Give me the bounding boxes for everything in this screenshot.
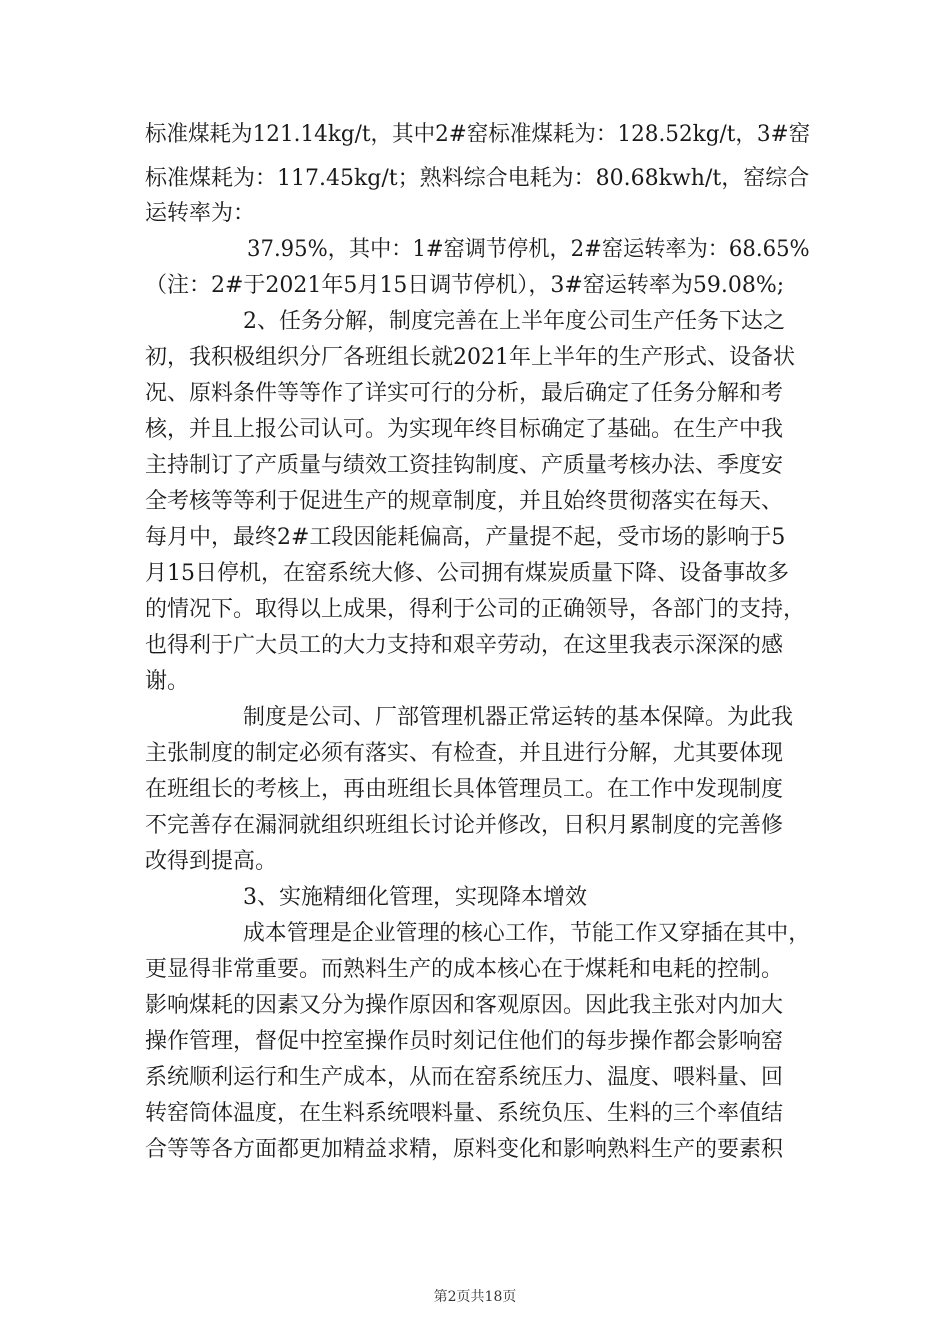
- text-line: 2、任务分解，制度完善在上半年度公司生产任务下达之: [243, 309, 785, 334]
- text-line: 37.95%，其中：1#窑调节停机，2#窑运转率为：68.65%: [247, 237, 810, 262]
- text-line: 标准煤耗为：117.45kg/t；熟料综合电耗为：80.68kwh/t，窑综合: [145, 166, 810, 191]
- text-line: 主张制度的制定必须有落实、有检查，并且进行分解，尤其要体现: [145, 741, 784, 766]
- section-heading: 3、实施精细化管理，实现降本增效: [243, 885, 587, 910]
- text-line: 合等等各方面都更加精益求精，原料变化和影响熟料生产的要素积: [145, 1137, 784, 1162]
- text-line: 转窑筒体温度，在生料系统喂料量、系统负压、生料的三个率值结: [145, 1101, 784, 1126]
- text-line: 制度是公司、厂部管理机器正常运转的基本保障。为此我: [243, 705, 794, 730]
- text-line: 主持制订了产质量与绩效工资挂钩制度、产质量考核办法、季度安: [145, 453, 784, 478]
- text-line: 初，我积极组织分厂各班组长就2021年上半年的生产形式、设备状: [145, 345, 795, 370]
- text-line: 不完善存在漏洞就组织班组长讨论并修改，日积月累制度的完善修: [145, 813, 784, 838]
- text-line: 谢。: [145, 669, 190, 694]
- text-line: 系统顺利运行和生产成本，从而在窑系统压力、温度、喂料量、回: [145, 1065, 784, 1090]
- text-line: 也得利于广大员工的大力支持和艰辛劳动，在这里我表示深深的感: [145, 633, 784, 658]
- page-number: 第2页共18页: [433, 1289, 517, 1305]
- text-line: 更显得非常重要。而熟料生产的成本核心在于煤耗和电耗的控制。: [145, 957, 784, 982]
- text-line: 每月中，最终2#工段因能耗偏高，产量提不起，受市场的影响于5: [145, 525, 786, 550]
- text-line: 标准煤耗为121.14kg/t，其中2#窑标准煤耗为：128.52kg/t，3#窑: [145, 122, 811, 147]
- text-line: 的情况下。取得以上成果，得利于公司的正确领导，各部门的支持，: [145, 597, 806, 622]
- text-line: 操作管理，督促中控室操作员时刻记住他们的每步操作都会影响窑: [145, 1029, 784, 1054]
- text-line: 核，并且上报公司认可。为实现年终目标确定了基础。在生产中我: [145, 417, 784, 442]
- text-line: 况、原料条件等等作了详实可行的分析，最后确定了任务分解和考: [145, 381, 784, 406]
- text-line: 月15日停机，在窑系统大修、公司拥有煤炭质量下降、设备事故多: [145, 561, 789, 586]
- text-line: 改得到提高。: [145, 849, 278, 874]
- text-line: 影响煤耗的因素又分为操作原因和客观原因。因此我主张对内加大: [145, 993, 784, 1018]
- text-line: 全考核等等利于促进生产的规章制度，并且始终贯彻落实在每天、: [145, 489, 784, 514]
- text-line: 成本管理是企业管理的核心工作，节能工作又穿插在其中，: [243, 921, 811, 946]
- text-line: （注：2#于2021年5月15日调节停机），3#窑运转率为59.08%;: [145, 273, 785, 298]
- text-line: 运转率为：: [145, 201, 256, 226]
- text-line: 在班组长的考核上，再由班组长具体管理员工。在工作中发现制度: [145, 777, 784, 802]
